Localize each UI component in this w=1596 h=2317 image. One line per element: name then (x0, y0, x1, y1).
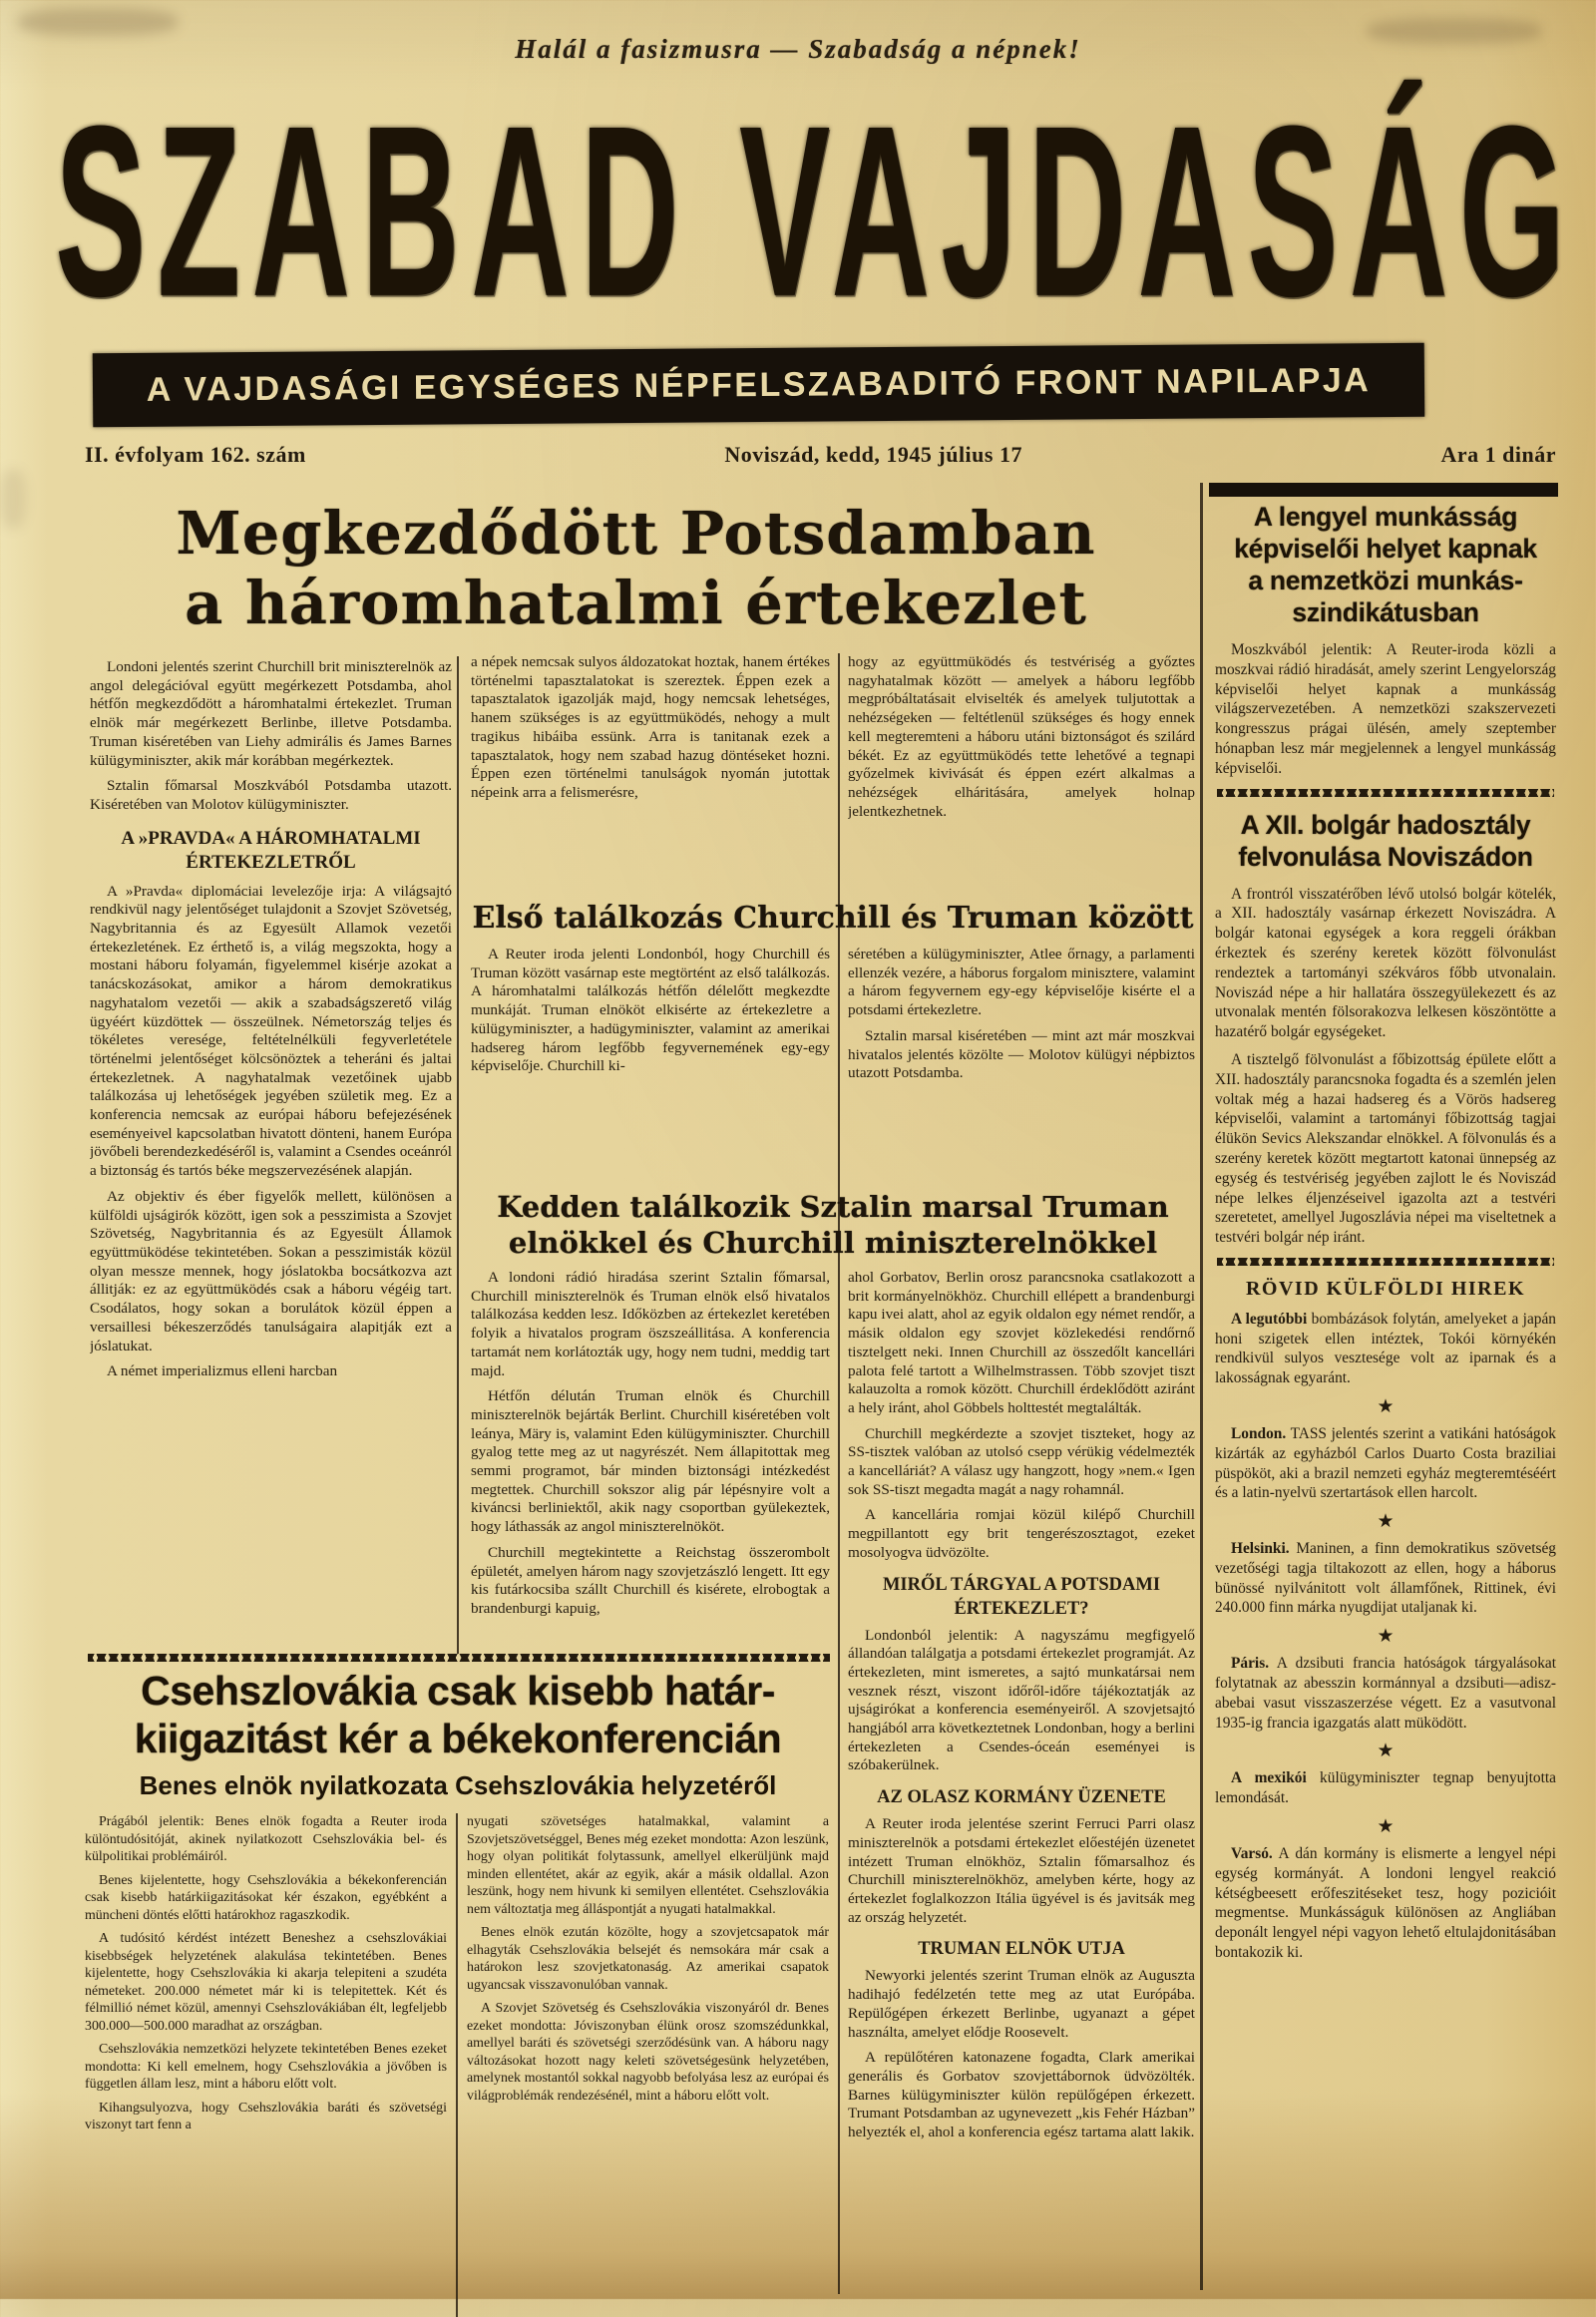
brief-lead: Páris. (1231, 1655, 1270, 1673)
price: Ara 1 dinár (1440, 442, 1556, 467)
lead-column-3-mid (848, 946, 1195, 1187)
briefs-subheadline: RÖVID KÜLFÖLDI HIREK (1245, 1277, 1526, 1300)
star-separator-icon: ★ (1377, 1511, 1395, 1533)
tuesday-subheadline-line2: elnökkel és Churchill miniszterelnökkel (508, 1226, 1158, 1260)
polish-headline-line: képviselői helyet kapnak (1234, 534, 1537, 564)
tuesday-subheadline (467, 1189, 1199, 1261)
bulgarian-headline-line: felvonulása Noviszádon (1238, 841, 1533, 872)
meeting-subheadline: Első találkozás Churchill és Truman között (472, 901, 1194, 936)
brief-item (1215, 1768, 1556, 1808)
czech-headline-line1: Csehszlovákia csak kisebb határ- (141, 1668, 775, 1714)
column-rule (457, 656, 459, 1654)
subtitle-banner: A VAJDASÁGI EGYSÉGES NÉPFELSZABADITÓ FRONT NAPILAPJA (93, 343, 1425, 427)
brief-item (1215, 1424, 1556, 1503)
brief-text: A dán kormány is elismerte a lengyel népi egység kormányát. A londoni lengyel reakció kétségbeesett erőfeszitéseket tesz, hogy pozicióit megmentse. Munkásságuk különösen az Angliában deponált lengyel népi vagyon lehető eltulajdonitásában bontakozik ki. (1215, 1845, 1557, 1962)
brief-lead: London. (1231, 1424, 1287, 1442)
paragraph: Benes kijelentette, hogy Csehszlovákia a békekonferencián csak kisebb határkiigazitásokat kér északon, egyébként a müncheni döntés előtti határokhoz ragaszkodik. (85, 1872, 447, 1923)
brief-lead: A mexikói (1231, 1769, 1307, 1787)
wavy-divider (88, 1654, 830, 1662)
paragraph: A »Pravda« diplomáciai levelezője irja: A világsajtó rendkivül nagy jelentőséget tulajdonit a Szovjet Szövetség, Nagybritannia és az Egyesült Allamok vezetői értekezletének. Ez érthető is, a világ megszokta, hogy a mostani háboru folyamán, figyelemmel kisérje azokat a tanácskozásokat, amikor a három demokratikus nagyhatalom vezetői — akik a szabadságszerető világ ügyéért küzdöttek — összeülnek. Németország teljes és tökéletes veresége, feltételnélküli fegyverletétele történelmi jelentőséget kölcsönöztek a teheráni és jaltai értekezletnek. A nagyhatalmak vezetőinek ujabb találkozása uj lehetőségek jegyében születik meg. Ez a konferencia nemcsak az európai háboru befejezésének eseményeivel kapcsolatban hivatott dönteni, hanem Európa jövőbeli berendezkedéséről is, valamint a Csendes oceánról a biztonság és tartós béke megszervezésének alapján. (90, 882, 452, 1180)
paragraph: Hétfőn délután Truman elnök és Churchill miniszterelnök bejárták Berlint. Churchill kiséretében volt leánya, Märy is, valamint Eden külügyminiszter. Churchill gyalog tette meg az ut nagyrészét. Nem állapitottak meg semmi programot, bár minden biztonsági intézkedést megtettek. Churchill sokszor alig pár lépésnyire volt a kiváncsi berliniektől, akik nagy csoportban gyülekeztek, hogy láthassák az angol miniszterelnököt. (471, 1387, 830, 1536)
paragraph: A londoni rádió hiradása szerint Sztalin főmarsal, Churchill miniszterelnök és Truman elnök első hivatalos találkozása kedden lesz. Időközben az értekezlet keretében folyik a hivatalos program öszszeállitása. A konferencia tartamát nem korlátozták ugy, hogy nem tudni, meddig tart majd. (471, 1269, 830, 1379)
tuesday-subheadline-line1: Kedden találkozik Sztalin marsal Truman (497, 1190, 1169, 1224)
paragraph: A Reuter iroda jelentése szerint Ferruci Parri olasz miniszterelnök a potsdami értekezlet előestéjén üzenetet intézett Truman elnökhöz, Sztalin főmarsalhoz és Churchill miniszterelnökhöz, amelyben kérte, hogy az értekezlet foglalkozzon Itália ügyével is és javitsák meg az ország helyzetét. (848, 1815, 1195, 1926)
czech-columns (85, 1813, 831, 2317)
brief-item (1215, 1844, 1556, 1963)
paragraph: Newyorki jelentés szerint Truman elnök az Auguszta hadihajó fedélzetén tette meg az utat Európába. Repülőgépen érkezett Berlinbe, ugyanazt a gépet használta, amelyet elődje Roosevelt. (848, 1967, 1195, 2041)
column-rule (838, 653, 840, 2294)
paragraph: Sztalin marsal kiséretében — mint azt már moszkvai hivatalos jelentés közölte — Molotov külügyi népbiztos utazott Potsdamba. (848, 1026, 1195, 1082)
polish-headline-line: a nemzetközi munkás- (1248, 566, 1523, 595)
paragraph: A német imperializmus elleni harcban (107, 1362, 338, 1380)
paragraph: Az objektiv és éber figyelők mellett, különösen a külföldi ujságirók között, igen sok a pesszimista a Szovjet Szövetség, Nagybritannia és az Egyesült Államok együttmüködése tekintetében. Sokan a pesszimisták közül olyan messze mennek, hogy jóslatokba bocsátkozva azt állitják: ez az együttmüködés csak a háboru végéig tart. Csodálatos, hogy sokan a borulátok közül éppen a versaillesi békeszerződés tanulságaira alapitják ezt a jóslatukat. (90, 1187, 452, 1354)
lead-column-2-bottom (471, 1269, 830, 1654)
paragraph: A frontról visszatérőben lévő utolsó bolgár kötelék, a XII. hadosztály vasárnap érkezett Noviszádra. A bolgár katonai egységek a kora reggeli órákban érkeztek és szerény keretek között fölvonulást rendeztek a tartományi székváros főbb utvonalain. Noviszád népe a hir hallatára összegyülekezett és az utvonalak mentén fölsorakozva lelkesen köszöntötte a hazatérő bolgár egységeket. (1215, 885, 1556, 1041)
polish-headline-line: szindikátusban (1292, 597, 1479, 627)
paragraph: A Szovjet Szövetség és Csehszlovákia viszonyáról dr. Benes ezeket mondotta: Jóviszonyban élünk orosz szomszédunkkal, amellyel baráti és szövetségi szerződésünk van. A háboru nagy változásokat hozott nagy keleti szövetségesünk helyzetében, amelynek mostantól sokkal nagyobb befolyása lesz az európai és világproblémák rendezésénél, mint a háboru előtt volt. (467, 2001, 829, 2104)
masthead-title: SZABAD VAJDASÁG (55, 77, 1577, 348)
star-separator-icon: ★ (1377, 1816, 1395, 1838)
brief-lead: A legutóbbi (1231, 1310, 1308, 1328)
column-rule (456, 1813, 458, 2317)
polish-headline (1215, 501, 1556, 628)
czech-column-a (85, 1813, 447, 2317)
paragraph: A repülőtéren katonazene fogadta, Clark amerikai generális és Gorbatov szovjettábornok üdvözölték. Barnes külügyminiszter külön repülőgépen érkezett. Trumant Potsdamban az ugynevezett „kis Fehér Házban” helyezték el, ahol a konferencia egész tartama alatt lakik. (848, 2049, 1195, 2141)
column-rule (1200, 483, 1203, 2290)
lead-column-3-top (848, 653, 1195, 901)
olasz-subheadline: AZ OLASZ KORMÁNY ÜZENETE (877, 1787, 1166, 1808)
brief-item (1215, 1310, 1556, 1388)
czech-headline (85, 1667, 831, 1762)
brief-item (1215, 1654, 1556, 1733)
lead-column-1 (90, 658, 452, 1656)
lead-headline-line1: Megkezdődött Potsdamban (176, 499, 1096, 568)
star-separator-icon: ★ (1377, 1740, 1395, 1762)
czech-subheadline: Benes elnök nyilatkozata Csehszlovákia helyzetéről (139, 1770, 777, 1800)
paragraph: Prágából jelentik: Benes elnök fogadta a Reuter iroda különtudósitóját, akinek nyilatkozott Csehszlovákia bel- és külpolitikai problémáiról. (85, 1814, 447, 1864)
paragraph: A tudósitó kérdést intézett Beneshez a csehszlovákiai kisebbségek helyzetének alakulása tekintetében. Benes kijelentette, hogy Csehszlovákia ki akarja telepiteni a szudéta németeket. 200.000 németet már ki is telepitettek. Két és félmillió német közül, amennyi Csehszlovákiában élt, legfeljebb 300.000—500.000 maradhat az országban. (85, 1931, 447, 2034)
paragraph: Kihangsulyozva, hogy Csehszlovákia baráti és szövetségi viszonyt tart fenn a (85, 2100, 447, 2132)
brief-text: bombázások folytán, amelyeket a japán honi szigetek ellen intéztek, Tokói környékén rendkivül sulyos vesztesége volt az iparnak és a lakosságnak egyaránt. (1215, 1310, 1556, 1387)
truman-subheadline: TRUMAN ELNÖK UTJA (918, 1939, 1125, 1960)
star-separator-icon: ★ (1377, 1626, 1395, 1648)
lead-column-2-top (471, 653, 830, 901)
czech-article (85, 1667, 831, 2317)
paragraph: A tisztelgő fölvonulást a főbizottság épülete előtt a XII. hadosztály parancsnoka fogadta és a szemlén jelen voltak még a hazai hadsereg és a Vörös hadsereg képviselői, valamint a tartományi főbizottság tagjai élükön Sevics Alekszandar elnökkel. A fölvonulás és a szerény keretek között megtartott katonai ünnepség az egység és testvériség jegyében zajlott le és Noviszád népe lelkes éljenzéseivel igazolta azt a testvéri szeretetet, amellyel Jugoszlávia népei ma viseltetnek a testvéri bolgár nép iránt. (1215, 1050, 1556, 1247)
lead-column-2-mid (471, 946, 830, 1187)
wavy-divider (1217, 789, 1554, 797)
mirol-subheadline: MIRŐL TÁRGYAL A POTSDAMI ÉRTEKEZLET? (882, 1574, 1161, 1619)
paragraph: nyugati szövetséges hatalmakkal, valamint a Szovjetszövetséggel, Benes még ezeket mondotta: Azon leszünk, hogy olyan politikát folytassunk, amellyel elkerüljünk majd minden ellentétet, akár az egyik, akár a másik oldallal. Azon leszünk, hogy nem hivunk ki semilyen ellentétet. Csehszlovákia nem változtatja meg álláspontját a nyugati hatalmakkal. (467, 1814, 829, 1917)
lead-headline (85, 499, 1187, 638)
bulgarian-headline-line: A XII. bolgár hadosztály (1240, 809, 1531, 840)
masthead (55, 77, 1577, 348)
wavy-divider (1217, 1258, 1554, 1266)
lead-column-3-bottom (848, 1269, 1195, 2294)
paragraph: A kancellária romjai közül kilépő Churchill megpillantott egy brit tengerészosztagot, ezeket mosolyogva üdvözölte. (848, 1506, 1195, 1561)
brief-text: TASS jelentés szerint a vatikáni hatóságok kizárták az egyházból Carlos Duarto Costa braziliai püspököt, aki a brazil nemzeti egyház megteremtéséért és a latin-nyelvü szertartások ellen harcolt. (1215, 1424, 1557, 1502)
right-column-top-bar (1209, 483, 1558, 497)
paragraph: Moszkvából jelentik: A Reuter-iroda közli a moszkvai rádió hiradását, amely szerint Lengyelország képviselői helyet kapnak a munkásság világszervezetében. A nemzetközi szakszervezeti kongresszus prágai ülésén, amely szeptember hónapban lesz már megjelennek a lengyel munkásság képviselői. (1215, 641, 1556, 777)
paragraph: Benes elnök ezután közölte, hogy a szovjetcsapatok már elhagyták Csehszlovákia belsejét és nemsokára már csak a határokon lesz szovjetkatonaság. Az amerikai csapatok ugyancsak visszavonulóban vannak. (467, 1925, 829, 1993)
czech-headline-line2: kiigazitást kér a békekonferencián (134, 1716, 782, 1761)
paper-stain (18, 8, 178, 36)
brief-lead: Helsinki. (1231, 1540, 1290, 1558)
paragraph: Sztalin főmarsal Moszkvából Potsdamba utazott. Kiséretében van Molotov külügyminiszter. (90, 777, 452, 813)
polish-headline-line: A lengyel munkásság (1253, 502, 1518, 532)
paragraph: Churchill megtekintette a Reichstag összerombolt épületét, amelyen három nagy szovjetzászló lengett. Itt egy kis futárkocsiba szállt Churchill és kisérete, elrobogtak a brandenburgi kapuig, (471, 1543, 830, 1617)
brief-text: A dzsibuti francia hatóságok tárgyalásokat folytatnak az abesszin kormánnyal a dzsibuti—adisz-abebai vasut visszaszerzése végett. Ez a vasutvonal 1935-ig francia igazgatás alatt müködött. (1215, 1655, 1556, 1732)
paragraph: séretében a külügyminiszter, Atlee őrnagy, a parlamenti ellenzék vezére, a háborus forgalom minisztere, valamint a három fegyvernem egy-egy képviselője kisérte el a potsdami értekezletre. (848, 946, 1195, 1019)
pravda-subhead: A »PRAVDA« A HÁROMHATALMI ÉRTEKEZLETRŐL (121, 827, 421, 873)
newspaper-motto: Halál a fasizmusra — Szabadság a népnek! (515, 34, 1081, 64)
paragraph: ahol Gorbatov, Berlin orosz parancsnoka csatlakozott a brit kormányelnökhöz. Churchill ellépett a brandenburgi kapu ivei alatt, ahol az egyik oldalon egy német rendőr, a másik oldalon egy szovjet közlekedési rendőrnő tisztelgett neki. Innen Churchill az összedőlt kancellári palota felé tartott a Wilhelmstrassen. Több szovjet tiszt kalauzolta a romok között. Churchill érdeklődött aziránt a hely iránt, ahol Göbbels holttestét megtalálták. (848, 1269, 1195, 1416)
brief-item (1215, 1539, 1556, 1618)
paragraph: Londonból jelentik: A nagyszámu megfigyelő állandóan találgatja a potsdami értekezlet programját. Az értekezleten, mint ismeretes, a sajtó munkatársai nem vesznek részt, viszont időről-időre tájékoztatják az ujságirókat a konferencia eseményeiről. A szovjetsajtó hangjából arra következtetnek Londonban, hogy a berlini értekezleten a Csendes-óceán eseményei is szóbakerülnek. (848, 1626, 1195, 1774)
paragraph: A Reuter iroda jelenti Londonból, hogy Churchill és Truman között vasárnap este megtörtént az első találkozás. A háromhatalmi találkozás hétfőn délelőtt megkezdte munkáját. Truman elnököt elkisérte az értekezletre a külügyminiszter, a hadügyminiszter, valamint az amerikai hadsereg három legfőbb fegyvernemének egy-egy képviselője. Churchill ki- (471, 946, 830, 1075)
czech-column-b (467, 1813, 829, 2317)
brief-lead: Varsó. (1231, 1845, 1273, 1863)
paragraph: Londoni jelentés szerint Churchill brit miniszterelnök az angol delegációval együtt megérkezett Potsdamba, ahol hétfőn megkezdődött a háromhatalmi értekezlet. Truman elnök már megérkezett Berlinbe, illetve Potsdamba. Truman kiséretében van Liehy admirális és James Barnes külügyminiszter, akik már korábban megérkeztek. (90, 658, 452, 769)
paper-stain (0, 469, 26, 529)
dateline: Noviszád, kedd, 1945 július 17 (724, 442, 1022, 467)
issue-info-line (85, 442, 1556, 468)
bulgarian-headline (1215, 809, 1556, 873)
right-column (1215, 501, 1556, 1971)
issue-number: II. évfolyam 162. szám (85, 442, 306, 467)
brief-text: Maninen, a finn demokratikus szövetség vezetőségi tagja tiltakozott az ellen, hogy a háborus bünössé nyilvánitott volt államfőnek, Rittinek, évi 240.000 finn márka nyugdijat utaljanak ki. (1215, 1540, 1556, 1617)
paragraph: Csehszlovákia nemzetközi helyzete tekintetében Benes ezeket mondotta: Ki kell emelnem, hogy Csehszlovákia a jövőben is független állam lesz, mint a háboru előtt volt. (85, 2042, 447, 2092)
paragraph: hogy az együttmüködés és testvériség a győztes nagyhatalmak között — amelyek a háboru legfőbb megpróbáltatásait elviselték és amelyek tuljutottak a nehézségeken — feltétlenül szükséges és hogy ennek kell megteremteni a háboru utáni biztonságot és szilárd békét. Ez az együttmüködés tette lehetővé a tegnapi győzelmek kivivását és éppen ezért alkalmas a nehézségek elháritására, amelyek holnap jelentkezhetnek. (848, 653, 1195, 820)
lead-headline-line2: a háromhatalmi értekezlet (185, 569, 1087, 637)
paragraph: a népek nemcsak sulyos áldozatokat hoztak, hanem értékes történelmi tapasztalatokat is szereztek. Éppen ezek a tapasztalatok igazolják majd, hogy nemcsak lehetséges, hanem szükséges is az együttmüködés, nehogy a mult tragikus hibáiba essünk. Arra is tanitanak ezek a tapasztalatok, hogy nem szabad hazug döntéseket hozni. Éppen ezen történelmi tanulságok nyomán jutottak népeink arra a felismerésre, (471, 653, 830, 801)
star-separator-icon: ★ (1377, 1395, 1395, 1417)
paragraph: Churchill megkérdezte a szovjet tiszteket, hogy az SS-tisztek valóban az utolsó csepp vérükig védelmezték a kancelláriát? A válasz ugy hangzott, hogy »nem.« Igen sok SS-tiszt megadta magát a nagy rohamnál. (848, 1424, 1195, 1498)
brief-text: külügyminiszter tegnap benyujtotta lemondását. (1215, 1769, 1556, 1807)
